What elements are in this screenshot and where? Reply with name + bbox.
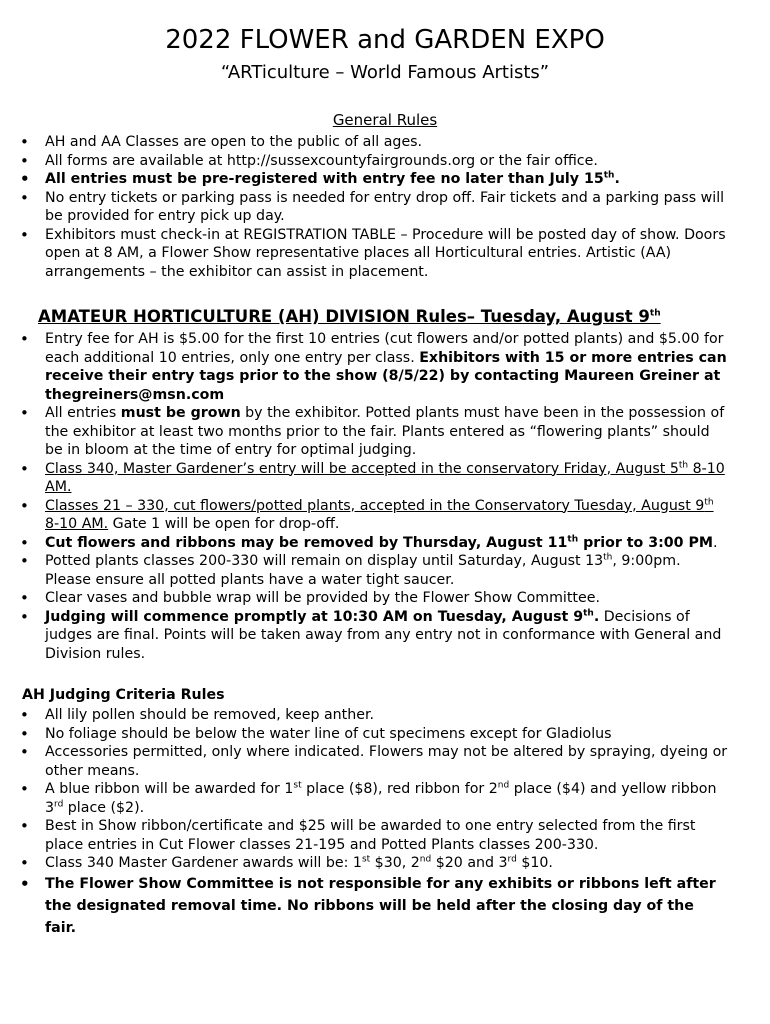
list-item: • Class 340, Master Gardener’s entry will be accepted in the conservatory Friday, August 5th 8-10 AM. xyxy=(0,460,728,497)
general-rules-heading: General Rules xyxy=(332,111,438,129)
list-item: • All forms are available at http://sussexcountyfairgrounds.org or the fair office. xyxy=(0,152,728,171)
list-item: • Judging will commence promptly at 10:30 AM on Tuesday, August 9th. Decisions of judges are final. Points will be taken away from any entry not in conformance with General and Division rules. xyxy=(0,608,728,664)
list-item: • All entries must be grown by the exhibitor. Potted plants must have been in the possession of the exhibitor at least two months prior to the fair. Plants entered as “flowering plants” should be in bloom at the time of entry for optimal judging. xyxy=(0,404,728,460)
ah-division-rules-list xyxy=(0,330,728,663)
list-item: • Potted plants classes 200-330 will remain on display until Saturday, August 13th, 9:00pm. Please ensure all potted plants have a water tight saucer. xyxy=(0,552,728,589)
list-item: • Entry fee for AH is $5.00 for the first 10 entries (cut flowers and/or potted plants) and $5.00 for each additional 10 entries, only one entry per class. Exhibitors with 15 or more entries can receive their entry tags prior to the show (8/5/22) by contacting Maureen Greiner at thegreiners@msn.com xyxy=(0,330,728,404)
list-item: • AH and AA Classes are open to the public of all ages. xyxy=(0,133,728,152)
ah-division-heading: AMATEUR HORTICULTURE (AH) DIVISION Rules– Tuesday, August 9th xyxy=(38,307,661,326)
list-item: • All lily pollen should be removed, keep anther. xyxy=(0,706,728,725)
list-item: • A blue ribbon will be awarded for 1st place ($8), red ribbon for 2nd place ($4) and yellow ribbon 3rd place ($2). xyxy=(0,780,728,817)
criteria-heading: AH Judging Criteria Rules xyxy=(22,687,225,703)
list-item: • Clear vases and bubble wrap will be provided by the Flower Show Committee. xyxy=(0,589,728,608)
list-item: • No foliage should be below the water line of cut specimens except for Gladiolus xyxy=(0,725,728,744)
list-item: • Exhibitors must check-in at REGISTRATION TABLE – Procedure will be posted day of show. Doors open at 8 AM, a Flower Show representative places all Horticultural entries. Artistic (AA) arrangements – the exhibitor can assist in placement. xyxy=(0,226,728,282)
list-item: • The Flower Show Committee is not responsible for any exhibits or ribbons left after the designated removal time. No ribbons will be held after the closing day of the fair. xyxy=(0,873,728,939)
list-item: • Classes 21 – 330, cut flowers/potted plants, accepted in the Conservatory Tuesday, August 9th 8-10 AM. Gate 1 will be open for drop-off. xyxy=(0,497,728,534)
document-subtitle: “ARTiculture – World Famous Artists” xyxy=(220,62,550,83)
list-item: • Class 340 Master Gardener awards will be: 1st $30, 2nd $20 and 3rd $10. xyxy=(0,854,728,873)
document-title: 2022 FLOWER and GARDEN EXPO xyxy=(165,25,605,55)
list-item: • Accessories permitted, only where indicated. Flowers may not be altered by spraying, dyeing or other means. xyxy=(0,743,728,780)
list-item: • Best in Show ribbon/certificate and $25 will be awarded to one entry selected from the first place entries in Cut Flower classes 21-195 and Potted Plants classes 200-330. xyxy=(0,817,728,854)
list-item: • All entries must be pre-registered with entry fee no later than July 15th. xyxy=(0,170,728,189)
list-item: • No entry tickets or parking pass is needed for entry drop off. Fair tickets and a parking pass will be provided for entry pick up day. xyxy=(0,189,728,226)
list-item: • Cut flowers and ribbons may be removed by Thursday, August 11th prior to 3:00 PM. xyxy=(0,534,728,553)
criteria-rules-list xyxy=(0,706,728,939)
general-rules-list xyxy=(0,133,728,281)
